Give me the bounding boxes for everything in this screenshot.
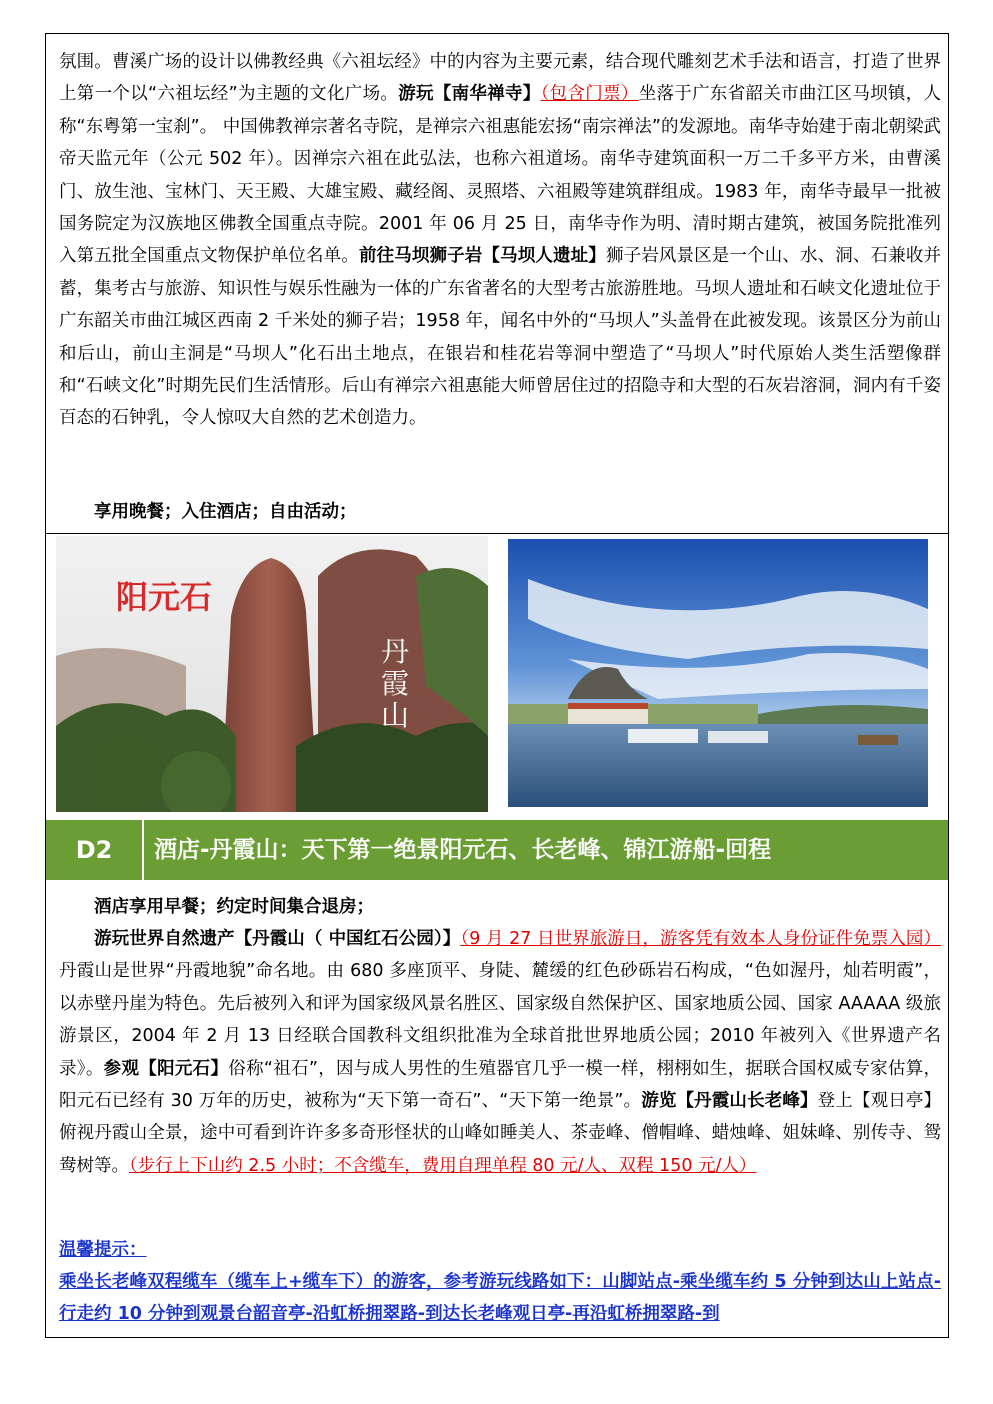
yangyuan-stone-photo (56, 536, 488, 812)
nanhua-temple-text: 坐落于广东省韶关市曲江区马坝镇，人称“东粤第一宝刹”。 中国佛教禅宗著名寺院，是禅宗六祖惠能宏扬“南宗禅法”的发源地。南华寺始建于南北朝梁武帝天监元年（公元 502 年）。因禅宗六祖在此弘法，也称六祖道场。南华寺建筑面积一万二千多平方米，由曹溪门、放生池、宝林门、天王殿、大雄宝殿、藏经阁、灵照塔、六祖殿等建筑群组成。1983 年，南华寺最早一批被国务院定为汉族地区佛教全国重点寺院。2001 年 06 月 25 日，南华寺作为明、清时期古建筑，被国务院批准列入第五批全国重点文物保护单位名单。 (59, 84, 942, 267)
itinerary-frame (45, 33, 949, 1338)
ticket-included-note: （包含门票） (540, 84, 639, 105)
day1-description (59, 46, 941, 435)
day2-header (46, 820, 948, 880)
divider (46, 533, 948, 534)
day-label: D2 (75, 836, 113, 864)
yangyuan-text: 俗称“祖石”，因与成人男性的生殖器官几乎一模一样，栩栩如生，据联合国权威专家估算，阳元石已经有 30 万年的历史，被称为“天下第一奇石”、“天下第一绝景”。 (59, 1058, 942, 1112)
evening-schedule: 享用晚餐；入住酒店；自由活动； (94, 502, 357, 522)
danxia-text: 丹霞山是世界“丹霞地貌”命名地。由 680 多座顶平、身陡、麓缓的红色砂砾岩石构成，“色如渥丹，灿若明霞”，以赤壁丹崖为特色。先后被列入和评为国家级风景名胜区、国家级自然保护区、国家地质公园、国家 AAAAA 级旅游景区，2004 年 2 月 13 日经联合国教科文组织批准为全球首批世界地质公园；2010 年被列入《世界遗产名录》。 (59, 961, 941, 1079)
yangyuan-heading: 参观【阳元石】 (103, 1058, 229, 1079)
danxia-heading: 游玩世界自然遗产【丹霞山（ 中国红石公园）】 (94, 929, 461, 949)
day-header-separator (142, 820, 144, 880)
intro-text: 氛围。曹溪广场的设计以佛教经典《六祖坛经》中的内容为主要元素，结合现代雕刻艺术手法和语言，打造了世界上第一个以“六祖坛经”为主题的文化广场。 (59, 52, 941, 105)
jinjiang-lake-photo (508, 539, 928, 807)
tips-text: 乘坐长老峰双程缆车（缆车上+缆车下）的游客，参考游玩线路如下：山脚站点-乘坐缆车约 5 分钟到达山上站点-行走约 10 分钟到观景台韶音亭-沿虹桥拥翠路-到达长老峰观日亭-再沿虹桥拥翠路-到 (59, 1272, 941, 1325)
elder-peak-heading: 游览【丹霞山长老峰】 (641, 1091, 818, 1112)
elder-peak-text: 登上【观日亭】俯视丹霞山全景，途中可看到许许多多奇形怪状的山峰如睡美人、茶壶峰、僧帽峰、蜡烛峰、姐妹峰、别传寺、鸳鸯树等。 (59, 1091, 942, 1176)
tips-title: 温馨提示： (59, 1240, 147, 1260)
breakfast-schedule: 酒店享用早餐；约定时间集合退房； (94, 897, 374, 917)
danxia-calligraphy: 丹霞山 (381, 635, 410, 732)
cable-car-fee-note: （步行上下山约 2.5 小时；不含缆车，费用自理单程 80 元/人、双程 150 元/人） (129, 1155, 757, 1176)
maba-site-text: 狮子岩风景区是一个山、水、洞、石兼收并蓄，集考古与旅游、知识性与娱乐性融为一体的广东省著名的大型考古旅游胜地。马坝人遗址和石峡文化遗址位于广东韶关市曲江城区西南 2 千米处的狮子岩；1958 年，闻名中外的“马坝人”头盖骨在此被发现。该景区分为前山和后山，前山主洞是“马坝人”化石出土地点，在银岩和桂花岩等洞中塑造了“马坝人”时代原始人类生活塑像群和“石峡文化”时期先民们生活情形。后山有禅宗六祖惠能大师曾居住过的招隐寺和大型的石灰岩溶洞，洞内有千姿百态的石钟乳，令人惊叹大自然的艺术创造力。 (59, 246, 942, 429)
maba-site-heading: 前往马坝狮子岩【马坝人遗址】 (358, 246, 606, 267)
yangyuan-caption: 阳元石 (116, 578, 213, 616)
day2-description (59, 923, 941, 1182)
day-title: 酒店-丹霞山：天下第一绝景阳元石、长老峰、锦江游船-回程 (154, 837, 772, 863)
free-entry-note: （9 月 27 日世界旅游日，游客凭有效本人身份证件免票入园） (460, 929, 942, 949)
nanhua-temple-heading: 游玩【南华禅寺】 (398, 84, 541, 105)
